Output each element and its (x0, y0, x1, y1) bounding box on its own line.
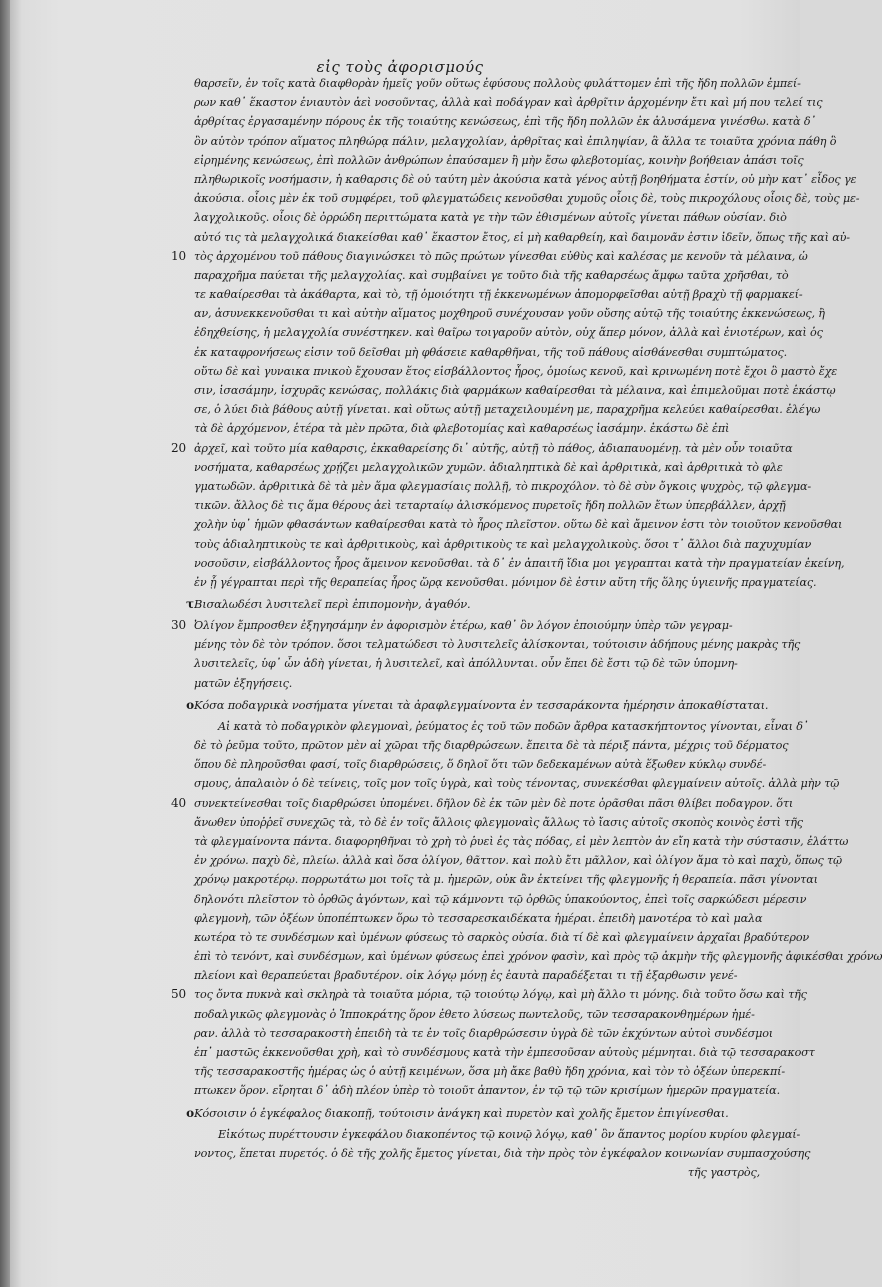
line-text: ἀρθρίτας ἐργασαμένην πόρους ἐκ τῆς τοιαύτης κενώσεως, ἐπὶ τῆς ἤδη πολλῶν ἐκ ἀλυσάμενα γινέσθω. κατὰ δ᾽ (194, 115, 816, 129)
section-marker: τ (186, 597, 194, 612)
text-line (194, 400, 821, 419)
line-text: ποδαλγικῶς φλεγμονὰς ὁ Ἱπποκράτης ὅρον ἐθετο λύσεως πωντελοῦς, τῶν τεσσαρακονθημέρων ἡμέ- (194, 1007, 755, 1021)
text-line (194, 1125, 801, 1144)
line-text: Βισαλωδέσι λυσιτελεῖ περὶ ἐπιπομονὴν, ἀγαθόν. (194, 597, 471, 612)
line-number: 30 (171, 618, 186, 633)
line-text: ραν. ἀλλὰ τὸ τεσσαρακοστὴ ἐπειδὴ τὰ τε ἐν τοῖς διαρθρώσεσιν ὑγρὰ δὲ τῶν ἐκχύντων αὐτοὶ συνδέσμοι (194, 1026, 774, 1040)
line-text: σμους, ἀπαλαιὸν ὁ δὲ τείνεις, τοῖς μον τοῖς ὑγρὰ, καὶ τοὺς τένοντας, συνεκέσθαι φλεγμαίνειν αὐτοῖς. ἀλλὰ μὴν τῷ (194, 777, 840, 791)
text-line (194, 477, 811, 496)
text-line (194, 266, 790, 285)
text-line (194, 496, 790, 515)
line-text: ἀκούσια. οἷοις μὲν ἐκ τοῦ συμφέρει, τοῦ φλεγματώδεις κενοῦσθαι χυμοῦς οἷοις δὲ, τοὺς πικροχόλους οἷοις δὲ, τοὺς με- (194, 192, 860, 206)
line-text: Εἰκότως πυρέττουσιν ἐγκεφάλου διακοπέντος τῷ κοινῷ λόγῳ, καθ᾽ ὃν ἅπαντος μορίου κυρίου φλεγμαί- (218, 1127, 801, 1141)
line-number: 40 (171, 795, 186, 810)
text-line (194, 851, 843, 870)
line-text: τὸς ἀρχομένου τοῦ πάθους διαγινώσκει τὸ πῶς πρώτων γίνεσθαι εὐθὺς καὶ καλέσας με κενοῦν τὰ μέλαινα, ὡ (194, 249, 808, 263)
text-line (194, 1062, 790, 1081)
text-line (194, 635, 801, 654)
line-text: νοντος, ἕπεται πυρετός. ὁ δὲ τῆς χολῆς ἔμετος γίνεται, διὰ τὴν πρὸς τὸν ἐγκέφαλον κοινωνίαν συμπασχούσης (194, 1146, 811, 1160)
text-line (171, 247, 808, 266)
line-text: οὕτω δὲ καὶ γυναικα πνικοὺ ἔχουσαν ἕτος εἰσβάλλοντος ἦρος, ὁμοίως κενοῦ, καὶ κρινωμένη ποτὲ ἔχοι ὃ μαστὸ ἔχε (194, 364, 838, 378)
line-text: ὅπου δὲ πληροῦσθαι φασί, τοῖς διαρθρώσεις, ὅ δηλοῖ ὅτι τῶν δεδεκαμένων αὐτὰ ἕξωθεν κύκλῳ συνδέ- (194, 758, 767, 772)
aphorism-heading (186, 693, 790, 717)
text-block (171, 74, 882, 1182)
text-line (194, 1005, 790, 1024)
line-text: σιν, ἰσασάμην, ἰσχυρᾶς κενώσας, πολλάκις διὰ φαρμάκων καθαίρεσθαι τὰ μέλαινα, καὶ ἐπιμελοῦμαι ποτὲ ἑκάστῳ (194, 384, 836, 397)
line-text: τοὺς ἀδιαληπτικοὺς τε καὶ ἀρθριτικοὺς, καὶ ἀρθριτικοὺς τε καὶ μελαγχολικοὺς. ὅσοι τ᾽ ἄλλοι διὰ παχυχυμίαν (194, 537, 812, 551)
line-text: ἀρχεῖ, καὶ τοῦτο μία καθαρσις, ἐκκαθαρείσης δι᾽ αὐτῆς, αὐτῇ τὸ πάθος, ἀδιαπαυομένῃ. τὰ μὲν οὖν τοιαῦτα (194, 441, 793, 455)
line-text: συνεκτείνεσθαι τοῖς διαρθρώσει ὑπομένει. δῆλον δὲ ἐκ τῶν μὲν δὲ ποτε ὁρᾶσθαι πᾶσι θλίβει ποδαγρον. ὅτι (194, 796, 794, 810)
line-text: θαρσεῖν, ἐν τοῖς κατὰ διαφθορὰν ἡμεῖς γοῦν οὕτως ἐφύσους πολλοὺς φυλάττομεν ἐπὶ τῆς ἤδη πολλῶν ἐμπεί- (194, 77, 801, 90)
line-number: 20 (171, 440, 186, 455)
line-text: ἄνωθεν ὑποῤῥεῖ συνεχῶς τὰ, τὸ δὲ ἐν τοῖς ἄλλοις φλεγμοναὶς ἄλλως τὸ ἴασις αὐτοῖς σκοπὸς κοινὸς ἐστὶ τῆς (194, 815, 803, 829)
page-spine-shadow (0, 0, 10, 1287)
aphorism-heading (186, 592, 790, 616)
line-text: λαγχολικοῦς. οἷοις δὲ ὀρρώδη περιττώματα κατὰ γε τὴν τῶν ἐθισμένων αὐτοῖς γίνεται πάθων οὐσίαν. διὸ (194, 211, 787, 225)
line-text: πλείονι καὶ θεραπεύεται βραδυτέρον. οἰκ λόγῳ μόνῃ ἐς ἑαυτὰ παραδέξεται τι τῇ ἐξαρθωσιν γενέ- (194, 969, 738, 983)
line-text: κωτέρα τὸ τε συνδέσμων καὶ ὑμένων φύσεως τὸ σαρκὸς οὐσία. διὰ τί δὲ καὶ φλεγμαίνειν ἀρχαῖαι βραδύτερον (194, 930, 810, 944)
line-text: τῆς τεσσαρακοστῆς ἡμέρας ὡς ὁ αὐτῇ κειμένων, ὅσα μὴ ἄκε βαθὺ ἤδη χρόνια, καὶ τὸν τὸ ὀξέων ὑπερεκπί- (194, 1065, 786, 1079)
line-text: ὃν αὐτὸν τρόπον αἵματος πληθώρᾳ πάλιν, μελαγχολίαν, ἀρθρῖτας καὶ ἐπιληψίαν, ἃ ἄλλα τε τοιαῦτα χρόνια πάθη ὃ (194, 134, 837, 148)
line-text: πτωκεν ὅρον. εἴρηται δ᾽ ἀδὴ πλέον ὑπὲρ τὸ τοιοῦτ ἀπαντον, ἐν τῷ τῷ τῶν κρισίμων ἡμερῶν πραγματεία. (194, 1084, 780, 1098)
text-line (194, 132, 837, 151)
line-text: χολὴν ὑφ᾽ ἡμῶν φθασάντων καθαίρεσθαι κατὰ τὸ ἦρος πλεῖστον. οὕτω δὲ καὶ ἄμεινον ἐστι τὸν τοιοῦτον κενοῦσθαι (194, 518, 843, 532)
line-text: Κόσοισιν ὁ ἐγκέφαλος διακοπῇ, τούτοισιν ἀνάγκη καὶ πυρετὸν καὶ χολῆς ἔμετον ἐπιγίνεσθαι. (194, 1105, 729, 1120)
line-text: νοσοῦσιν, εἰσβάλλοντος ἦρος ἄμεινον κενοῦσθαι. τὰ δ᾽ ἐν ἀπαιτῆ ἴδια μοι γεγραπται κατὰ τὴν πραγματείαν ἐκείνη, (194, 556, 845, 570)
text-line (194, 890, 807, 909)
aphorism-heading (186, 1101, 790, 1125)
line-number: 50 (171, 987, 186, 1002)
text-line (171, 985, 807, 1004)
text-line (194, 654, 790, 673)
text-line (194, 736, 790, 755)
section-marker: ο (186, 697, 194, 712)
text-line (171, 439, 793, 458)
text-line (194, 966, 790, 985)
text-line (194, 573, 817, 592)
line-text: φλεγμονὴ, τῶν ὀξέων ὑποπέπτωκεν ὅρω τὸ τεσσαρεσκαιδέκατα ἡμέραι. ἐπειδὴ μανοτέρα τὸ καὶ μαλα (194, 911, 763, 925)
line-text: ἐπ᾽ μαστῶς ἐκκενοῦσθαι χρὴ, καὶ τὸ συνδέσμους κατὰ τὴν ἐμπεσοῦσαν αὐτοὺς μέμνηται. διὰ τῷ τεσσαρακοστ (194, 1046, 815, 1059)
text-line (194, 774, 840, 793)
text-line (194, 870, 818, 889)
text-line (194, 304, 825, 323)
line-text: τὰ δὲ ἀρχόμενον, ἑτέρα τὰ μὲν πρῶτα, διὰ φλεβοτομίας καὶ καθαρσέως ἰασάμην. ἑκάστω δὲ ἐπὶ (194, 422, 730, 436)
line-text: παραχρῆμα παύεται τῆς μελαγχολίας. καὶ συμβαίνει γε τοῦτο διὰ τῆς καθαρσέως ἄμφω ταῦτα χρῆσθαι, τὸ (194, 268, 789, 282)
line-text: λυσιτελεῖς, ὑφ᾽ ὧν ἀδὴ γίνεται, ἡ λυσιτελεῖ, καὶ ἀπόλλυνται. οὖν ἔπει δὲ ἔστι τῷ δὲ τῶν ὑπομνη- (194, 657, 738, 671)
line-text: αὐτό τις τὰ μελαγχολικά διακείσθαι καθ᾽ ἕκαστον ἔτος, εἰ μὴ καθαρθείη, καὶ δαιμονᾶν ἐστιν ἰδεῖν, ὅπως τῆς καὶ αὐ- (194, 230, 850, 244)
text-line (194, 813, 803, 832)
line-text: πληθωρικοῖς νοσήμασιν, ἡ καθαρσις δὲ οὐ ταύτη μὲν ἀκούσια κατὰ γένος αὐτῇ βοηθήματα ἐστίν, οὐ μὴν κατ᾽ εἶδος γε (194, 172, 857, 186)
line-text: ματῶν ἐξηγήσεις. (194, 676, 293, 690)
line-text: γματωδῶν. ἀρθριτικὰ δὲ τὰ μὲν ἅμα φλεγμασίαις πολλῇ, τὸ πικροχόλον. τὸ δὲ σὺν ὄγκοις ψυχρὸς, τῷ φλεγμα- (194, 479, 811, 493)
line-text: αν, ἀσυνεκκενοῦσθαι τι καὶ αὐτὴν αἵματος μοχθηροῦ συνέχουσαν γοῦν οὔσης αὐτῷ τῆς τοιαύτης ἐκκενώσεως, ἢ (194, 307, 825, 321)
line-text: δὲ τὸ ῥεῦμα τοῦτο, πρῶτον μὲν αἱ χῶραι τῆς διαρθρώσεων. ἔπειτα δὲ τὰ πέριξ πάντα, μέχρις τοῦ δέρματος (194, 739, 789, 752)
line-text: ἐν ᾗ γέγραπται περὶ τῆς θεραπείας ἦρος ὥρᾳ κενοῦσθαι. μόνιμον δὲ ἐστιν αὕτη τῆς ὅλης ὑγιεινῆς πραγματείας. (194, 575, 817, 589)
text-line (194, 515, 843, 534)
line-text: μένης τὸν δὲ τὸν τρόπον. ὅσοι τελματώδεσι τὸ λυσιτελεῖς ἀλίσκονται, τούτοισιν ἀδήπους μένης μακρὰς τῆς (194, 638, 801, 652)
text-line (194, 674, 790, 693)
text-line (194, 228, 850, 247)
running-head: εἰς τοὺς ἀφορισμούς (316, 58, 484, 76)
text-line (194, 170, 857, 189)
line-text: Αἱ κατὰ τὸ ποδαγρικὸν φλεγμοναὶ, ῥεύματος ἐς τοῦ τῶν ποδῶν ἄρθρα κατασκήπτοντος γίνονται, εἶναι δ᾽ (218, 719, 809, 733)
line-text: τικῶν. ἄλλος δὲ τις ἅμα θέρους ἀεὶ τεταρταίῳ ἀλισκόμενος πυρετοῖς ἤδη πολλῶν ἔτων ὑπερβάλλεν, ἀρχῇ (194, 499, 786, 513)
line-text: τῆς γαστρὸς, (687, 1165, 760, 1179)
text-line (194, 151, 804, 170)
text-line (194, 928, 810, 947)
line-text: τὰ φλεγμαίνοντα πάντα. διαφορηθῆναι τὸ χρὴ τὸ ῥυεὶ ἐς τὰς πόδας, εἰ μὲν λεπτὸν ἀν εἴη κατὰ τὴν σύστασιν, ἐλάττω (194, 834, 849, 848)
text-line (194, 189, 860, 208)
text-line (171, 616, 790, 635)
text-line (194, 535, 812, 554)
text-line (194, 74, 801, 93)
text-line (194, 947, 882, 966)
line-text: χρόνῳ μακροτέρῳ. πορρωτάτω μοι τοῖς τὰ μ. ἡμερῶν, οὐκ ἂν ἐκτείνει τῆς φλεγμονῆς ἡ θεραπεία. πᾶσι γίνονται (194, 873, 818, 887)
text-line (194, 362, 838, 381)
text-line (194, 343, 790, 362)
line-text: τε καθαίρεσθαι τὰ ἀκάθαρτα, καὶ τὸ, τῇ ὁμοιότητι τῇ ἐκκενωμένων ἀπομορφεῖσθαι αὐτῇ βραχὺ τῇ φαρμακεί- (194, 288, 803, 302)
line-number: 10 (171, 248, 186, 263)
text-line (194, 1024, 790, 1043)
line-text: ἐκ καταφρονήσεως εἰσιν τοῦ δεῖσθαι μὴ φθάσειε καθαρθῆναι, τῆς τοῦ πάθους αἰσθάνεσθαι συμπτώματος. (194, 345, 788, 359)
line-text: σε, ὁ λύει διὰ βάθους αὐτῇ γίνεται. καὶ οὕτως αὐτῇ μεταχειλουμένη με, παραχρῆμα κελεύει καθαίρεσθαι. ἐλέγω (194, 403, 821, 417)
text-line (194, 419, 790, 438)
text-line (194, 1081, 790, 1100)
line-text: δηλονότι πλεῖστον τὸ ὀρθῶς ἀγόντων, καὶ τῷ κάμνοντι τῷ ὀρθῶς ὑπακούοντος, ἐπεὶ τοῖς σαρκώδεσι μέρεσιν (194, 892, 807, 906)
text-line (194, 832, 849, 851)
text-line (194, 93, 823, 112)
line-text: ἐπὶ τὸ τενόντ, καὶ συνδέσμων, καὶ ὑμένων φύσεως ἐπεὶ χρόνον φασὶν, καὶ πρὸς τῷ ἀκμὴν τῆς φλεγμονῆς ἀφικέσθαι χρόνω (194, 950, 882, 964)
line-text: ἐδηχθείσης, ἡ μελαγχολία συνέστηκεν. καὶ θαῖρω τοιγαροῦν αὐτὸν, οὐχ ἅπερ μόνον, ἀλλὰ καὶ ἐνιοτέρων, καὶ ὁς (194, 326, 823, 340)
text-line (194, 112, 816, 131)
text-line (194, 554, 845, 573)
text-line (194, 285, 803, 304)
text-line (194, 1163, 790, 1182)
text-line (194, 381, 836, 400)
text-line (171, 794, 794, 813)
text-line (194, 458, 790, 477)
line-text: τος ὄντα πυκνὰ καὶ σκληρὰ τὰ τοιαῦτα μόρια, τῷ τοιούτῳ λόγῳ, καὶ μὴ ἄλλο τι μόνης. διὰ τοῦτο ὅσω καὶ τῆς (194, 988, 807, 1002)
line-text: νοσήματα, καθαρσέως χρῄζει μελαγχολικῶν χυμῶν. ἀδιαληπτικὰ δὲ καὶ ἀρθριτικὰ, καὶ ἀρθριτικὰ τὸ φλε (194, 460, 783, 474)
text-line (194, 1144, 811, 1163)
text-line (194, 323, 823, 342)
text-line (194, 208, 790, 227)
line-text: ἐν χρόνω. παχὺ δὲ, πλείω. ἀλλὰ καὶ ὅσα ὀλίγον, θᾶττον. καὶ πολὺ ἔτι μᾶλλον, καὶ ὀλίγον ἅμα τὸ καὶ παχὺ, ὅπως τῷ (194, 854, 843, 868)
line-text: Ὀλίγον ἔμπροσθεν ἐξηγησάμην ἐν ἀφορισμὸν ἑτέρω, καθ᾽ ὃν λόγον ἐποιούμην ὑπὲρ τῶν γεγραμ- (194, 619, 733, 633)
line-text: εἰρημένης κενώσεως, ἐπὶ πολλῶν ἀνθρώπων ἐπαύσαμεν ἢ μὴν ἔσω φλεβοτομίας, κοινὴν βοήθειαν ἁπάσι τοῖς (194, 153, 804, 167)
line-text: Κόσα ποδαγρικὰ νοσήματα γίνεται τὰ ἀραφλεγμαίνοντα ἐν τεσσαράκοντα ἡμέρησιν ἀποκαθίσταται. (194, 697, 769, 712)
text-line (194, 755, 790, 774)
text-line (194, 909, 790, 928)
text-line (194, 1043, 815, 1062)
section-marker: ο (186, 1105, 194, 1120)
line-text: ρων καθ᾽ ἕκαστον ἐνιαυτὸν ἀεὶ νοσοῦντας, ἀλλὰ καὶ ποδάγραν καὶ ἀρθρῖτιν ἀρχομένην ἔτι καὶ μή που τελεί τις (194, 96, 823, 110)
text-line (194, 717, 809, 736)
